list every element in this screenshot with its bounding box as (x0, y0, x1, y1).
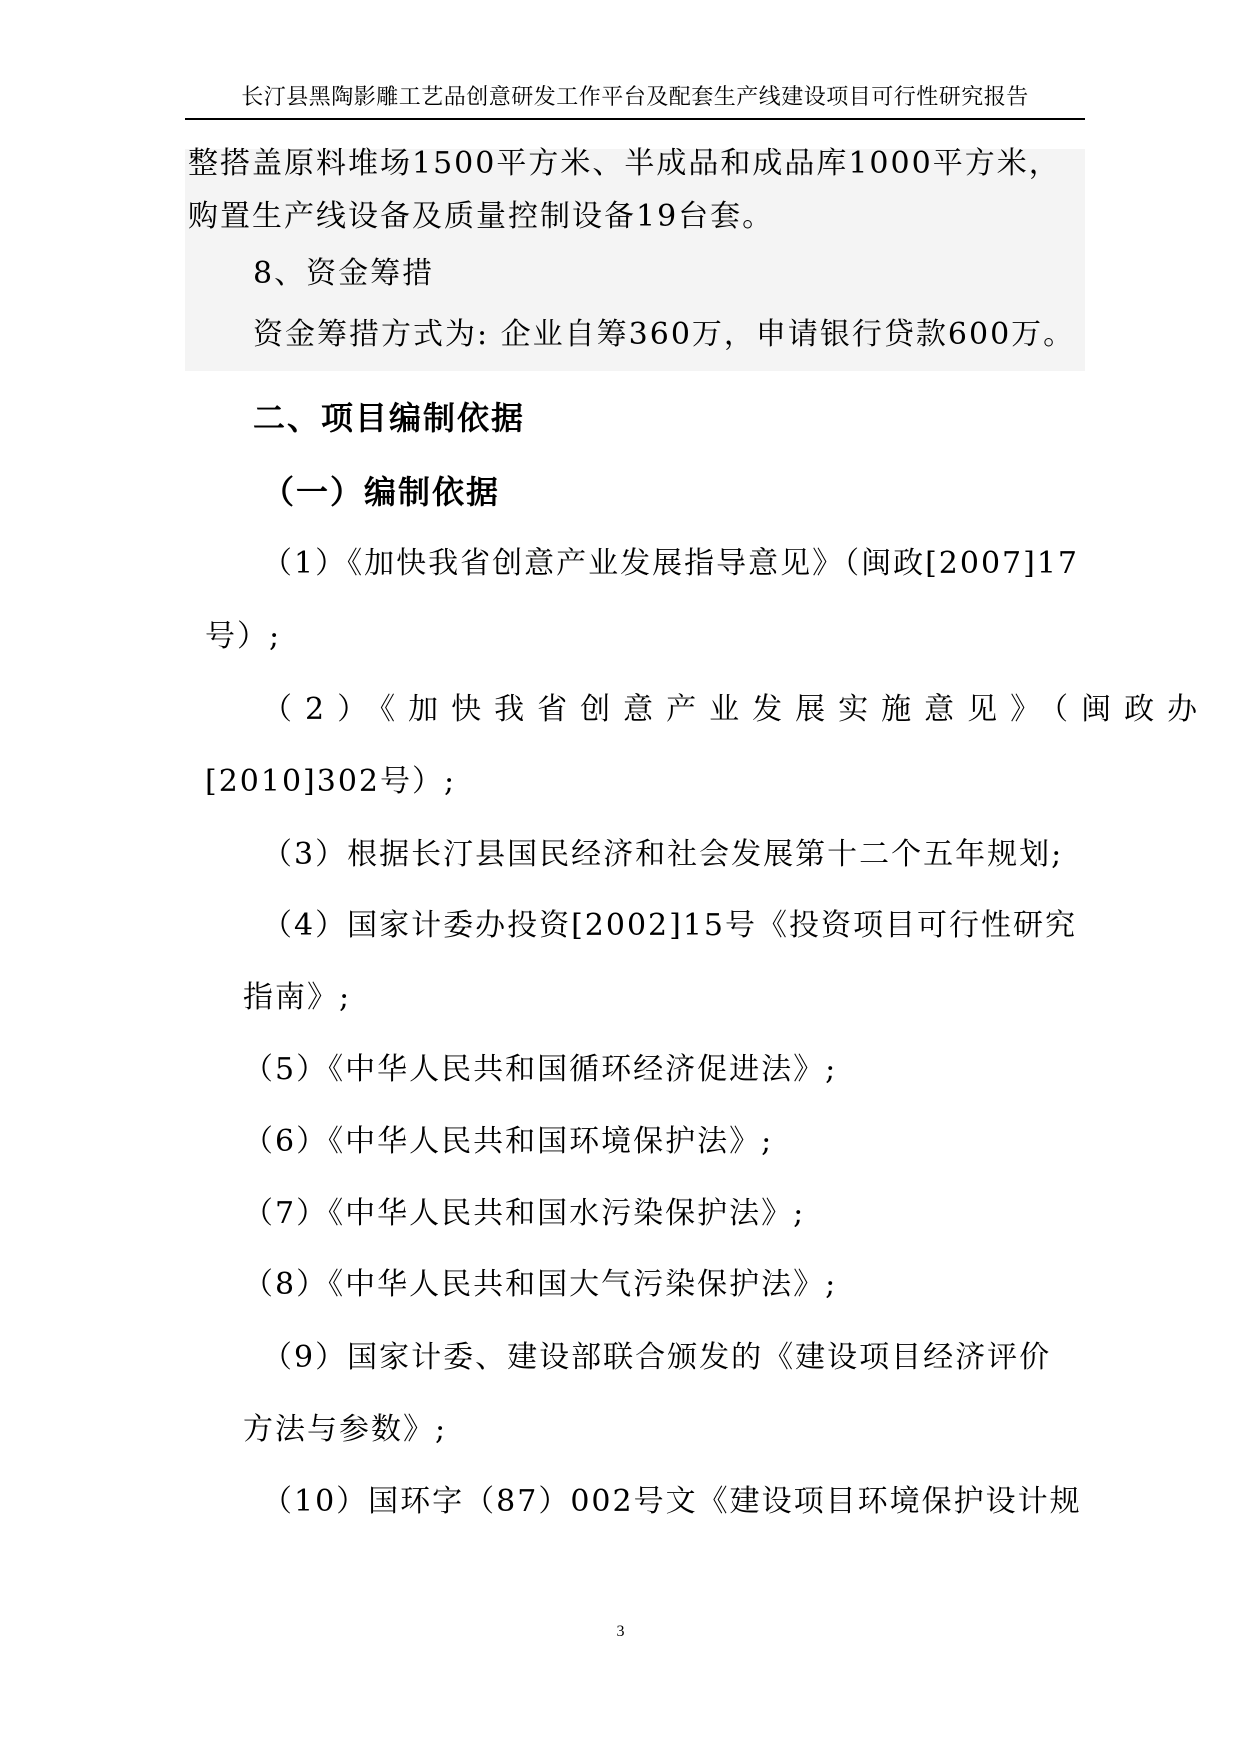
running-header: 长汀县黑陶影雕工艺品创意研发工作平台及配套生产线建设项目可行性研究报告 (241, 85, 1029, 110)
list-item-line: 号）; (205, 619, 282, 654)
list-item-line: 方法与参数》; (243, 1412, 448, 1447)
list-item-line: （9）国家计委、建设部联合颁发的《建设项目经济评价 (262, 1340, 1052, 1375)
list-item-line: （6）《中华人民共和国环境保护法》; (243, 1124, 774, 1159)
list-item-line: （5）《中华人民共和国循环经济促进法》; (243, 1052, 838, 1087)
page-number: 3 (616, 1623, 625, 1640)
list-item-line: （7）《中华人民共和国水污染保护法》; (243, 1196, 806, 1231)
body-line: 整搭盖原料堆场1500平方米、半成品和成品库1000平方米， (188, 146, 1061, 181)
list-item-line: （8）《中华人民共和国大气污染保护法》; (243, 1267, 838, 1302)
list-item-line: （10）国环字（87）002号文《建设项目环境保护设计规 (262, 1484, 1082, 1519)
section-heading: 二、项目编制依据 (253, 399, 526, 437)
body-line: 8、资金筹措 (253, 256, 435, 291)
body-line: 购置生产线设备及质量控制设备19台套。 (188, 199, 775, 234)
subsection-heading: （一）编制依据 (262, 473, 501, 511)
list-item-line: （2）《加快我省创意产业发展实施意见》（闽政办 (262, 692, 1211, 727)
list-item-line: （3）根据长汀县国民经济和社会发展第十二个五年规划; (262, 837, 1064, 872)
list-item-line: [2010]302号）; (205, 764, 457, 799)
list-item-line: （4）国家计委办投资[2002]15号《投资项目可行性研究 (262, 908, 1078, 943)
header-rule (185, 118, 1085, 120)
list-item-line: （1）《加快我省创意产业发展指导意见》（闽政[2007]17 (262, 546, 1080, 581)
body-line: 资金筹措方式为: 企业自筹360万，申请银行贷款600万。 (253, 317, 1076, 352)
list-item-line: 指南》; (243, 980, 352, 1015)
